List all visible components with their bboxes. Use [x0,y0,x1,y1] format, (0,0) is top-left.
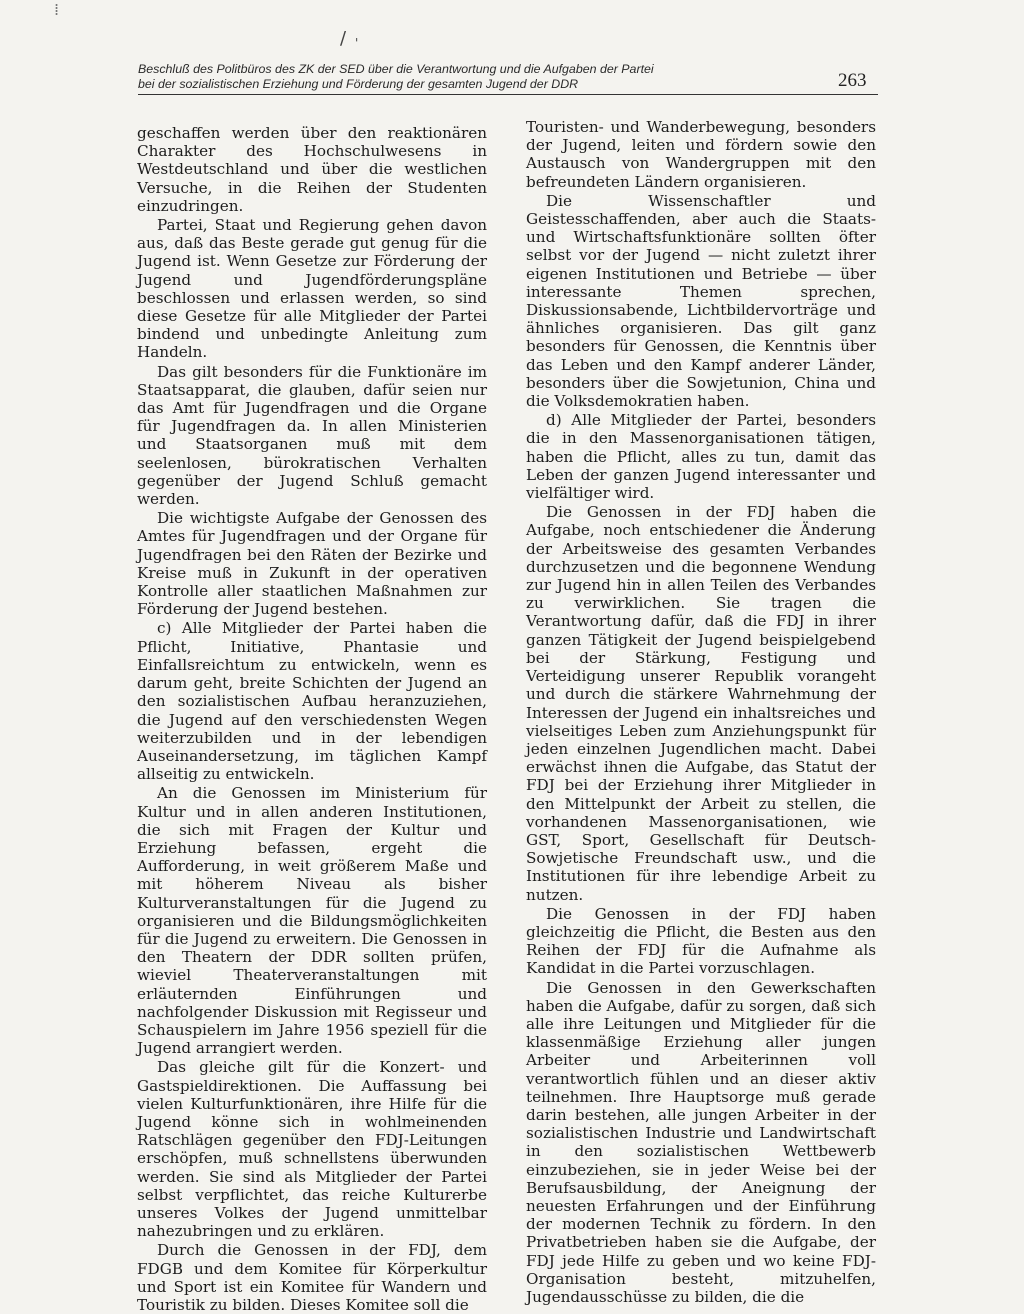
right-column [526,118,876,1306]
paragraph: Das gleiche gilt für die Konzert- und Gastspieldirektionen. Die Auffassung bei vielen Kulturfunktionären, ihre Hilfe für die Jugend könne sich in wohlmeinenden Ratschlägen gegenüber den FDJ-Leitungen erschöpfen, muß schnellstens überwunden werden. Sie sind als Mitglieder der Partei selbst verpflichtet, das reiche Kulturerbe unseres Volkes der Jugend unmittelbar nahezubringen und zu erklären. [137,1058,487,1241]
paragraph: geschaffen werden über den reaktionären Charakter des Hochschulwesens in Westdeutschland und über die westlichen Versuche, in die Reihen der Studenten einzudringen. [137,124,487,215]
paragraph: Die wichtigste Aufgabe der Genossen des Amtes für Jugendfragen und der Organe für Jugendfragen bei den Räten der Bezirke und Kreise muß in Zukunft in der operativen Kontrolle aller staatlichen Maßnahmen zur Förderung der Jugend bestehen. [137,509,487,619]
paragraph: Die Genossen in der FDJ haben gleichzeitig die Pflicht, die Besten aus den Reihen der FDJ für die Aufnahme als Kandidat in die Partei vorzuschlagen. [526,904,876,978]
running-header [138,62,878,95]
paragraph: Die Wissenschaftler und Geistesschaffenden, aber auch die Staats- und Wirtschaftsfunktionäre sollten öfter selbst vor der Jugend — nicht zuletzt ihrer eigenen Institutionen und Betriebe — über interessante Themen sprechen, Diskussionsabende, Lichtbildervorträge und ähnliches organisieren. Das gilt ganz besonders für Genossen, die Kenntnis über das Leben und den Kampf anderer Länder, besonders über die Sowjetunion, China und die Volksdemokratien haben. [526,191,876,411]
page-number: 263 [838,70,867,91]
edge-mark: ⁞ [54,0,60,19]
paragraph: Partei, Staat und Regierung gehen davon aus, daß das Beste gerade gut genug für die Jugend ist. Wenn Gesetze zur Förderung der Jugend und Jugendförderungspläne beschlossen und erlassen werden, so sind diese Gesetze für alle Mitglieder der Partei bindend und unbedingte Anleitung zum Handeln. [137,216,487,362]
paragraph: Touristen- und Wanderbewegung, besonders der Jugend, leiten und fördern sowie den Austausch von Wandergruppen mit den befreundeten Ländern organisieren. [526,118,876,191]
header-line-1: Beschluß des Politbüros des ZK der SED über die Verantwortung und die Aufgaben der Partei [138,62,654,76]
pencil-mark: ' [355,36,359,50]
paragraph: Die Genossen in der FDJ haben die Aufgabe, noch entschiedener die Änderung der Arbeitsweise des gesamten Verbandes durchzusetzen und die begonnene Wendung zur Jugend hin in allen Teilen des Verbandes zu verwirklichen. Sie tragen die Verantwortung dafür, daß die FDJ in ihrer ganzen Tätigkeit der Jugend beispielgebend bei der Stärkung, Festigung und Verteidigung unserer Republik vorangeht und durch die stärkere Wahrnehmung der Interessen der Jugend ein inhaltsreiches und vielseitiges Leben zum Anziehungspunkt für jeden einzelnen Jugendlichen macht. Dabei erwächst ihnen die Aufgabe, das Statut der FDJ bei der Erziehung ihrer Mitglieder in den Mittelpunkt der Arbeit zu stellen, die vorhandenen Massenorganisationen, wie GST, Sport, Gesellschaft für Deutsch-Sowjetische Freundschaft usw., und die Institutionen für ihre lebendige Arbeit zu nutzen. [526,503,876,904]
paragraph: Das gilt besonders für die Funktionäre im Staatsapparat, die glauben, dafür seien nur das Amt für Jugendfragen und die Organe für Jugendfragen da. In allen Ministerien und Staatsorganen muß mit dem seelenlosen, bürokratischen Verhalten gegenüber der Jugend Schluß gemacht werden. [137,362,487,509]
paragraph: Die Genossen in den Gewerkschaften haben die Aufgabe, dafür zu sorgen, daß sich alle ihre Leitungen und Mitglieder für die klassenmäßige Erziehung aller jungen Arbeiter und Arbeiterinnen voll verantwortlich fühlen und an dieser aktiv teilnehmen. Ihre Hauptsorge muß gerade darin bestehen, alle jungen Arbeiter in der sozialistischen Industrie und Landwirtschaft in den sozialistischen Wettbewerb einzubeziehen, sie in jeder Weise bei der Berufsausbildung, der Aneignung der neuesten Erfahrungen und der Einführung der modernen Technik zu fördern. In den Privatbetrieben haben sie die Aufgabe, der FDJ jede Hilfe zu geben und wo keine FDJ-Organisation besteht, mitzuhelfen, Jugendausschüsse zu bilden, die die [526,978,876,1306]
paragraph: d) Alle Mitglieder der Partei, besonders die in den Massenorganisationen tätigen, haben die Pflicht, alles zu tun, damit das Leben der ganzen Jugend interessanter und vielfältiger wird. [526,411,876,503]
paragraph: An die Genossen im Ministerium für Kultur und in allen anderen Institutionen, die sich mit Fragen der Kultur und Erziehung befassen, ergeht die Aufforderung, in weit größerem Maße und mit höherem Niveau als bisher Kulturveranstaltungen für die Jugend zu organisieren und die Bildungsmöglichkeiten für die Jugend zu erweitern. Die Genossen in den Theatern der DDR sollten prüfen, wieviel Theaterveranstaltungen mit erläuternden Einführungen und nachfolgender Diskussion mit Regisseur und Schauspielern im Jahre 1956 speziell für die Jugend arrangiert werden. [137,784,487,1058]
paragraph: Durch die Genossen in der FDJ, dem FDGB und dem Komitee für Körperkultur und Sport ist ein Komitee für Wandern und Touristik zu bilden. Dieses Komitee soll die [137,1241,487,1314]
left-column [137,124,487,1314]
pencil-mark: / [340,28,347,49]
header-line-2: bei der sozialistischen Erziehung und Förderung der gesamten Jugend der DDR [138,77,579,91]
paragraph: c) Alle Mitglieder der Partei haben die Pflicht, Initiative, Phantasie und Einfallsreichtum zu entwickeln, wenn es darum geht, breite Schichten der Jugend an den sozialistischen Aufbau heranzuziehen, die Jugend auf den verschiedensten Wegen weiterzubilden und in der lebendigen Auseinandersetzung, im täglichen Kampf allseitig zu entwickeln. [137,619,487,784]
